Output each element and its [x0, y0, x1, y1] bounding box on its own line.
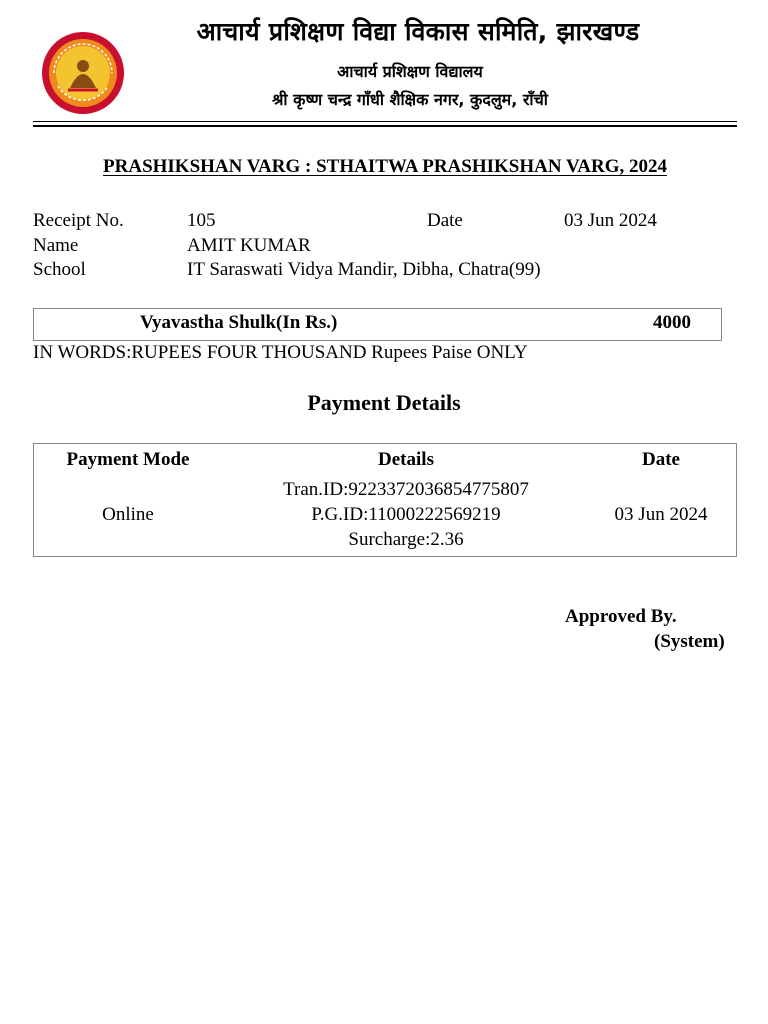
fee-label: Vyavastha Shulk(In Rs.): [140, 312, 338, 333]
approver-system: (System): [654, 631, 725, 652]
payment-date-cell: 03 Jun 2024: [614, 504, 708, 525]
organization-logo: [40, 30, 126, 116]
header-divider-thick: [33, 125, 737, 127]
org-title: आचार्य प्रशिक्षण विद्या विकास समिति, झारखण्ड: [196, 17, 640, 46]
header-divider: [33, 121, 737, 122]
header-payment-mode: Payment Mode: [66, 449, 190, 470]
name-label: Name: [33, 235, 79, 256]
school-label: School: [33, 259, 86, 280]
date-value: 03 Jun 2024: [564, 210, 657, 231]
payment-details-title: Payment Details: [307, 390, 461, 415]
header-details: Details: [378, 449, 434, 470]
receipt-no-label: Receipt No.: [33, 210, 124, 231]
payment-mode-cell: Online: [102, 504, 154, 525]
date-label: Date: [427, 210, 463, 231]
name-value: AMIT KUMAR: [187, 235, 311, 256]
school-name: आचार्य प्रशिक्षण विद्यालय: [337, 62, 483, 81]
emblem-icon: [40, 30, 126, 116]
surcharge: Surcharge:2.36: [348, 529, 464, 550]
school-value: IT Saraswati Vidya Mandir, Dibha, Chatra(99): [187, 259, 541, 280]
fee-amount: 4000: [653, 312, 691, 333]
school-address: श्री कृष्ण चन्द्र गाँधी शैक्षिक नगर, कुदलुम, राँची: [272, 90, 548, 109]
tran-id: Tran.ID:9223372036854775807: [283, 479, 529, 500]
pg-id: P.G.ID:11000222569219: [311, 504, 501, 525]
receipt-no-value: 105: [187, 210, 216, 231]
header-date: Date: [642, 449, 680, 470]
approved-by: Approved By.: [565, 606, 677, 627]
amount-in-words: IN WORDS:RUPEES FOUR THOUSAND Rupees Paise ONLY: [33, 342, 528, 363]
varg-title: PRASHIKSHAN VARG : STHAITWA PRASHIKSHAN VARG, 2024: [103, 156, 667, 177]
fee-box: [33, 308, 722, 341]
